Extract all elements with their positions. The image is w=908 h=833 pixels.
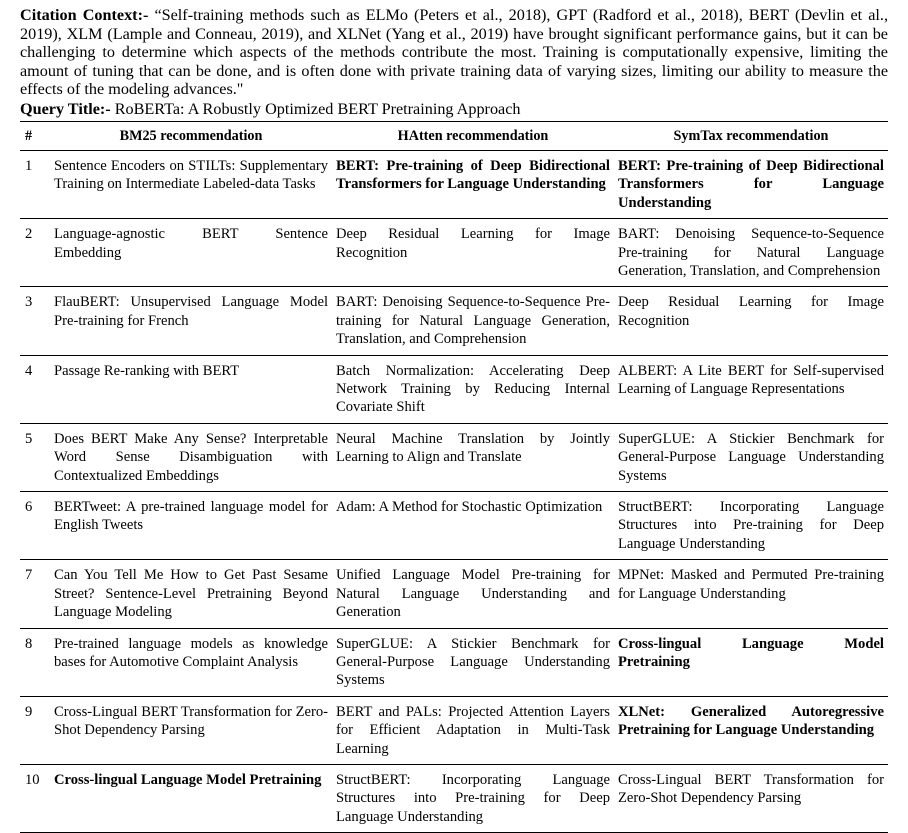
symtax-cell: Deep Residual Learning for Image Recognition	[618, 294, 884, 329]
query-title-text: RoBERTa: A Robustly Optimized BERT Pretraining Approach	[114, 99, 521, 118]
hatten-cell: Batch Normalization: Accelerating Deep Network Training by Reducing Internal Covariate Shift	[336, 362, 610, 416]
symtax-cell: XLNet: Generalized Autoregressive Pretraining for Language Understanding	[618, 703, 884, 739]
symtax-cell: SuperGLUE: A Stickier Benchmark for General-Purpose Language Understanding Systems	[618, 430, 884, 484]
table-row	[20, 628, 888, 696]
table-row	[20, 764, 888, 832]
hatten-cell: Neural Machine Translation by Jointly Learning to Align and Translate	[336, 430, 610, 466]
rank-cell: 4	[25, 362, 33, 379]
rank-cell: 5	[25, 430, 33, 447]
header-bm25: BM25 recommendation	[50, 121, 332, 150]
bm25-cell: Can You Tell Me How to Get Past Sesame Street? Sentence-Level Pretraining Beyond Language Modeling	[54, 567, 328, 621]
citation-context-text: “Self-training methods such as ELMo (Peters et al., 2018), GPT (Radford et al., 2018), BERT (Devlin et al., 2019), XLM (Lample and Conneau, 2019), and XLNet (Yang et al., 2019) have brought significant performance gains, but it can be challenging to determine which aspects of the methods contribute the most. Training is computationally expensive, limiting the amount of tuning that can be done, and is often done with private training data of varying sizes, limiting our ability to measure the effects of the modeling advances."	[20, 6, 889, 99]
symtax-cell: ALBERT: A Lite BERT for Self-supervised Learning of Language Representations	[618, 362, 884, 398]
hatten-cell: StructBERT: Incorporating Language Structures into Pre-training for Deep Language Understanding	[336, 771, 610, 825]
rank-cell: 6	[25, 499, 33, 516]
table-row	[20, 560, 888, 628]
bm25-cell: FlauBERT: Unsupervised Language Model Pre-training for French	[54, 294, 328, 329]
query-title	[20, 100, 888, 119]
hatten-cell: SuperGLUE: A Stickier Benchmark for General-Purpose Language Understanding Systems	[336, 635, 610, 689]
rank-cell: 10	[25, 771, 40, 788]
table-body	[20, 150, 888, 832]
bm25-cell: BERTweet: A pre-trained language model for English Tweets	[54, 499, 328, 534]
table-row	[20, 696, 888, 764]
bm25-cell: Language-agnostic BERT Sentence Embedding	[54, 226, 328, 261]
bm25-cell: Cross-lingual Language Model Pretraining	[54, 771, 322, 788]
bm25-cell: Does BERT Make Any Sense? Interpretable Word Sense Disambiguation with Contextualized Embeddings	[54, 430, 328, 484]
header-symtax: SymTax recommendation	[614, 121, 888, 150]
rank-cell: 1	[25, 157, 33, 174]
hatten-cell: BERT and PALs: Projected Attention Layers for Efficient Adaptation in Multi-Task Learning	[336, 703, 610, 757]
hatten-cell: BERT: Pre-training of Deep Bidirectional Transformers for Language Understanding	[336, 157, 610, 193]
bm25-cell: Passage Re-ranking with BERT	[54, 362, 240, 379]
query-title-label: Query Title:-	[20, 99, 111, 118]
table-row	[20, 150, 888, 218]
table-row	[20, 355, 888, 423]
citation-context-label: Citation Context:-	[20, 6, 149, 24]
citation-context	[20, 6, 888, 99]
bm25-cell: Sentence Encoders on STILTs: Supplementary Training on Intermediate Labeled-data Tasks	[54, 157, 328, 193]
hatten-cell: BART: Denoising Sequence-to-Sequence Pre-training for Natural Language Generation, Translation, and Comprehension	[336, 294, 610, 348]
hatten-cell: Deep Residual Learning for Image Recognition	[336, 226, 610, 261]
hatten-cell: Adam: A Method for Stochastic Optimization	[336, 499, 603, 516]
table-row	[20, 423, 888, 491]
recommendation-table	[20, 121, 888, 833]
table-row	[20, 287, 888, 355]
table-row	[20, 219, 888, 287]
symtax-cell: StructBERT: Incorporating Language Structures into Pre-training for Deep Language Understanding	[618, 499, 884, 552]
rank-cell: 2	[25, 226, 33, 243]
paper-page	[20, 6, 888, 833]
symtax-cell: BART: Denoising Sequence-to-Sequence Pre-training for Natural Language Generation, Translation, and Comprehension	[618, 226, 884, 279]
table-row	[20, 492, 888, 560]
rank-cell: 7	[25, 567, 33, 584]
hatten-cell: Unified Language Model Pre-training for Natural Language Understanding and Generation	[336, 567, 610, 621]
table-header-row	[20, 121, 888, 150]
symtax-cell: Cross-lingual Language Model Pretraining	[618, 635, 884, 670]
rank-cell: 8	[25, 635, 33, 652]
bm25-cell: Pre-trained language models as knowledge bases for Automotive Complaint Analysis	[54, 635, 328, 670]
bm25-cell: Cross-Lingual BERT Transformation for Zero-Shot Dependency Parsing	[54, 703, 328, 739]
symtax-cell: Cross-Lingual BERT Transformation for Zero-Shot Dependency Parsing	[618, 771, 884, 807]
symtax-cell: MPNet: Masked and Permuted Pre-training for Language Understanding	[618, 567, 884, 602]
header-rank: #	[20, 121, 50, 150]
header-hatten: HAtten recommendation	[332, 121, 614, 150]
rank-cell: 3	[25, 294, 33, 311]
symtax-cell: BERT: Pre-training of Deep Bidirectional Transformers for Language Understanding	[618, 157, 884, 211]
rank-cell: 9	[25, 703, 33, 720]
